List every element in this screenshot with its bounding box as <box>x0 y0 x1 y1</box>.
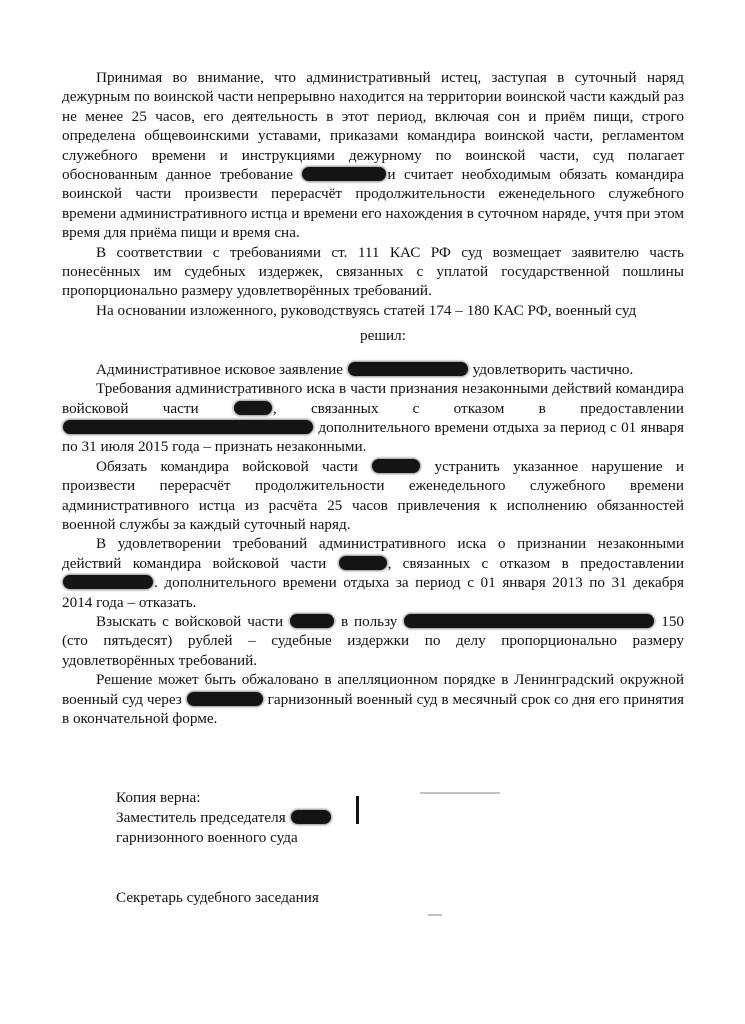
redaction <box>339 556 387 570</box>
redaction <box>234 401 272 415</box>
deputy-chairman-label: Заместитель председателя <box>116 809 286 826</box>
paragraph-9 <box>62 670 684 728</box>
paragraph-5 <box>62 379 684 457</box>
paragraph-8-text-b: в пользу <box>340 612 398 630</box>
court-name-line: гарнизонного военного суда <box>116 829 298 846</box>
paragraph-6-text-b: устранить указанное нарушение и произвести перерасчёт продолжительности еженедельного служебного времени административного истца из расчёта 25 часов привлечения к исполнению обязанностей военной службы за каждый суточный наряд. <box>62 457 685 533</box>
paragraph-8-text-c: 150 (сто пятьдесят) рублей – судебные издержки по делу пропорционально размеру удовлетворённых требований. <box>62 612 685 669</box>
redaction <box>302 167 386 181</box>
paragraph-6-text-a: Обязать командира войсковой части <box>96 457 358 475</box>
scan-artifact <box>420 792 500 794</box>
copy-verified-label: Копия верна: <box>116 789 201 806</box>
secretary-label: Секретарь судебного заседания <box>116 889 319 906</box>
signature-block <box>116 788 332 908</box>
paragraph-9-text-b: гарнизонный военный суд в месячный срок со дня его принятия в окончательной форме. <box>62 690 684 727</box>
scan-artifact <box>428 914 442 916</box>
paragraph-7-text-a: В удовлетворении требований административного иска о признании незаконными действий командира войсковой части <box>62 535 684 572</box>
document-body <box>62 68 684 728</box>
paragraph-6 <box>62 457 684 535</box>
signature-stroke <box>356 796 359 824</box>
paragraph-4-text-a: Административное исковое заявление <box>96 360 344 378</box>
redaction <box>348 362 468 376</box>
paragraph-7-text-b: , связанных с отказом в предоставлении <box>387 554 685 572</box>
paragraph-8 <box>62 612 684 670</box>
paragraph-1-text-b: и считает необходимым обязать командира воинской части произвести перерасчёт продолжительности еженедельного служебного времени административного истца и времени его нахождения в суточном наряде, учтя при этом время для приёма пищи и время сна. <box>62 166 684 242</box>
redaction <box>291 810 331 824</box>
paragraph-8-text-a: Взыскать с войсковой части <box>96 612 284 630</box>
redaction <box>63 420 313 434</box>
paragraph-5-text-a: Требования административного иска в части признания незаконными действий командира войсковой части <box>62 380 684 417</box>
paragraph-4 <box>62 360 684 379</box>
paragraph-5-text-c: дополнительного времени отдыха за период с 01 января по 31 июля 2015 года – признать незаконными. <box>62 418 685 456</box>
redaction <box>404 614 654 628</box>
redaction <box>290 614 334 628</box>
redaction <box>63 575 153 589</box>
paragraph-5-text-b: , связанных с отказом в предоставлении <box>272 399 685 417</box>
deputy-chairman-line <box>116 808 332 828</box>
paragraph-1 <box>62 68 684 243</box>
paragraph-2: В соответствии с требованиями ст. 111 КАС РФ суд возмещает заявителю часть понесённых им судебных издержек, связанных с уплатой государственной пошлины пропорционально размеру удовлетворённых требований. <box>62 243 684 300</box>
redaction <box>187 692 263 706</box>
redaction <box>372 459 420 473</box>
paragraph-4-text-b: удовлетворить частично. <box>472 360 634 378</box>
paragraph-7 <box>62 534 684 612</box>
decided-heading: решил: <box>360 327 406 345</box>
paragraph-3: На основании изложенного, руководствуясь статей 174 – 180 КАС РФ, военный суд <box>96 301 637 319</box>
paragraph-7-text-c: . дополнительного времени отдыха за период с 01 января 2013 по 31 декабря 2014 года – отказать. <box>62 574 684 611</box>
paragraph-9-text-a: Решение может быть обжаловано в апелляционном порядке в Ленинградский окружной военный суд через <box>62 671 684 708</box>
paragraph-1-text-a: Принимая во внимание, что административный истец, заступая в суточный наряд дежурным по воинской части непрерывно находится на территории воинской части каждый раз не менее 25 часов, его деятельность в этот период, включая сон и приём пищи, строго определена общевоинскими уставами, приказами командира воинской части, регламентом служебного времени и инструкциями дежурному по воинской части, суд полагает обоснованным данное требование <box>62 69 684 184</box>
